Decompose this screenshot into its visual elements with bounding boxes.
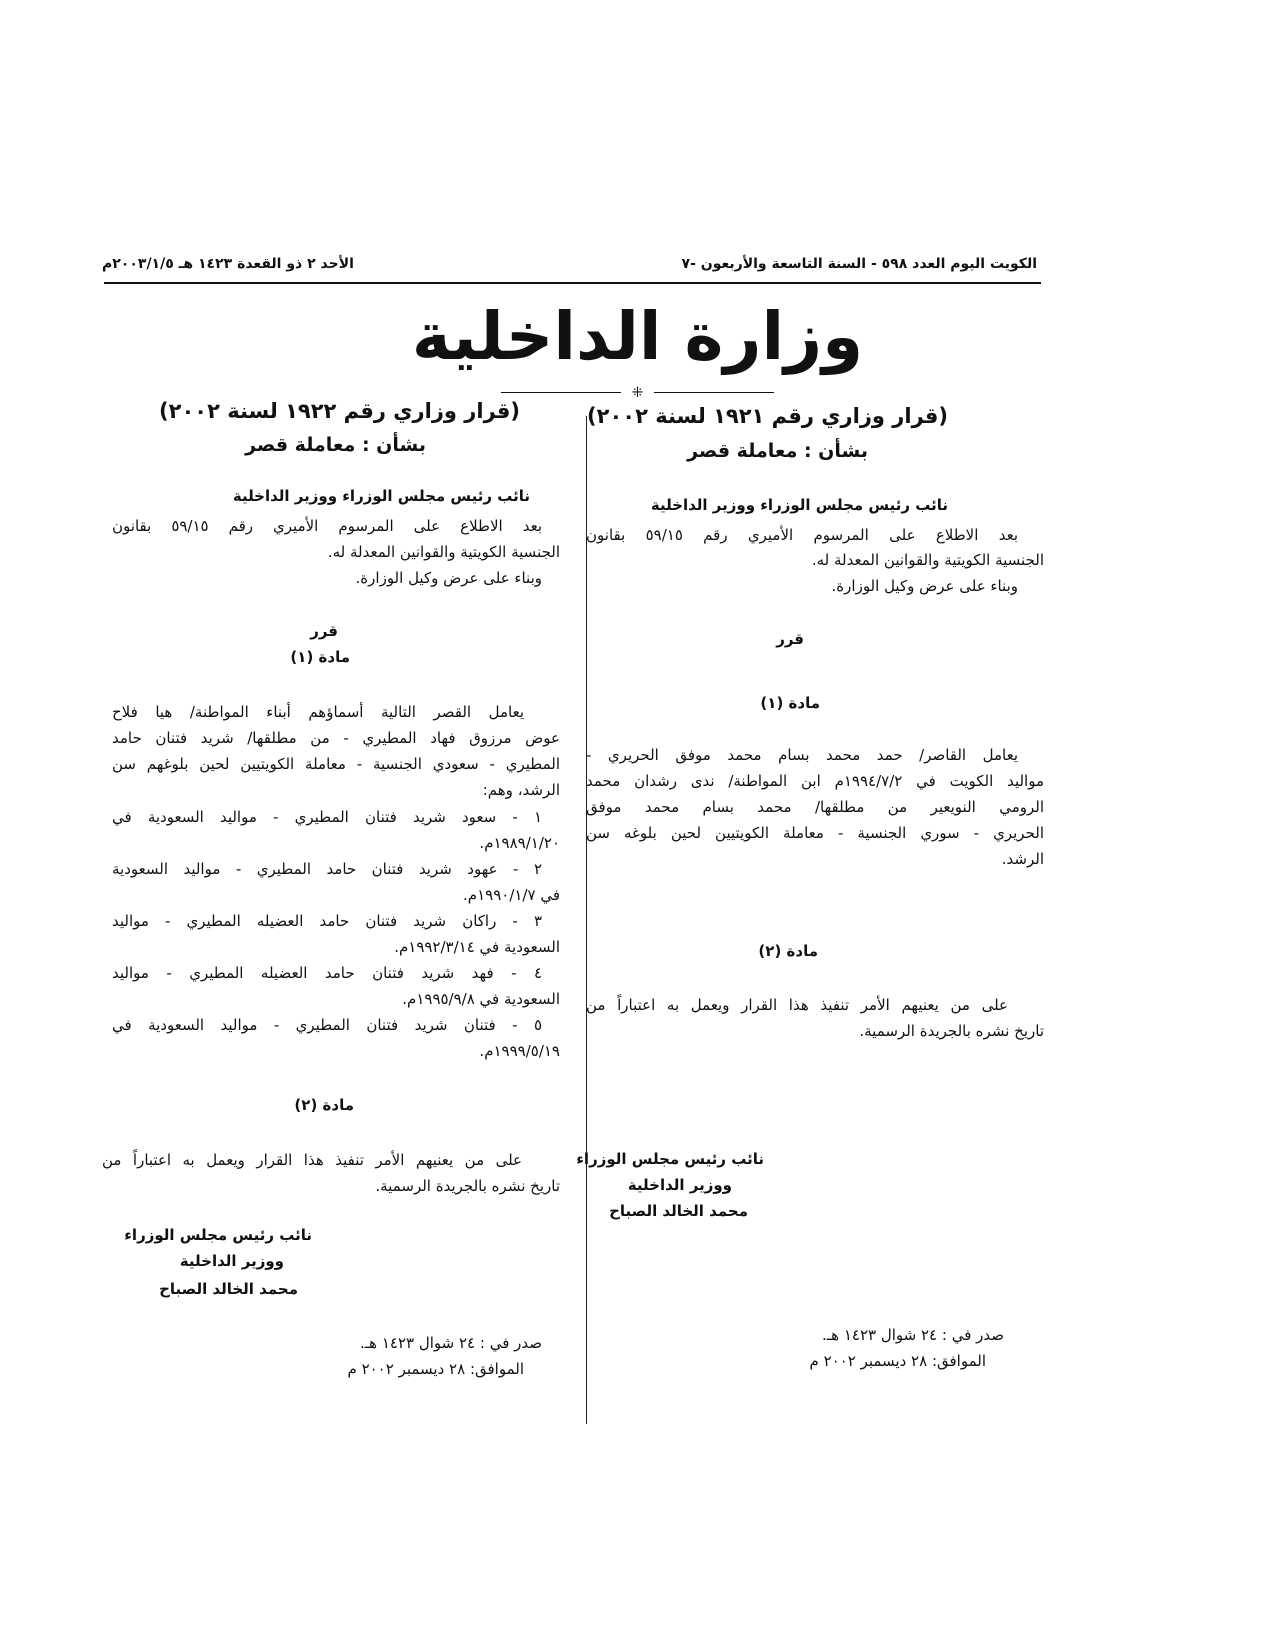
minor-entry: ٢ - عهود شريد فتنان حامد المطيري - مواليد السعودية [112,860,542,878]
minor-entry-date: ١٩٨٩/١/٢٠م. [479,834,560,852]
issue-date-gregorian: الموافق: ٢٨ ديسمبر ٢٠٠٢ م [347,1360,524,1378]
ornament-icon: ⁜ [631,384,644,401]
signatory-title: نائب رئيس مجلس الوزراء [576,1150,764,1168]
issue-date-hijri: صدر في : ٢٤ شوال ١٤٢٣ هـ. [359,1334,542,1352]
issuing-authority: نائب رئيس مجلس الوزراء ووزير الداخلية [650,496,948,514]
minor-entry-date: السعودية في ١٩٩٢/٣/١٤م. [394,938,560,956]
article-1-line: يعامل القاصر/ حمد محمد بسام محمد موفق الحريري - [586,746,1018,764]
preamble-line: الجنسية الكويتية والقوانين المعدلة له. [327,543,560,561]
ornament-line-left [501,392,621,393]
minor-entry: ٣ - راكان شريد فتنان حامد العضيله المطيري - مواليد [112,912,542,930]
issue-date-gregorian: الموافق: ٢٨ ديسمبر ٢٠٠٢ م [809,1352,986,1370]
preamble-line: الجنسية الكويتية والقوانين المعدلة له. [811,551,1044,569]
issue-date-hijri: صدر في : ٢٤ شوال ١٤٢٣ هـ. [821,1326,1004,1344]
article-1-line: يعامل القصر التالية أسماؤهم أبناء المواطنة/ هيا فلاح [112,703,524,721]
signatory-name: محمد الخالد الصباح [159,1280,298,1298]
article-2-line: تاريخ نشره بالجريدة الرسمية. [375,1177,560,1195]
signatory-office: ووزير الداخلية [179,1252,284,1270]
article-1-line: الرشد، وهم: [482,781,560,799]
issuing-authority: نائب رئيس مجلس الوزراء ووزير الداخلية [232,487,530,505]
decision-subject: بشأن : معاملة قصر [245,434,426,456]
minor-entry: ١ - سعود شريد فتنان المطيري - مواليد السعودية في [112,808,542,826]
article-1-line: المطيري - سعودي الجنسية - معاملة الكويتيين لحين بلوغهم سن [112,755,560,773]
signatory-title: نائب رئيس مجلس الوزراء [124,1226,312,1244]
article-1-line: الحريري - سوري الجنسية - معاملة الكويتيين لحين بلوغه سن [586,824,1044,842]
article-1-line: الرشد. [1001,850,1044,868]
decision-title: (قرار وزاري رقم ١٩٢١ لسنة ٢٠٠٢) [587,404,948,428]
article-2-line: تاريخ نشره بالجريدة الرسمية. [859,1022,1044,1040]
article-2-line: على من يعنيهم الأمر تنفيذ هذا القرار ويعمل به اعتباراً من [102,1151,522,1169]
column-divider [586,416,587,1424]
preamble-line: بعد الاطلاع على المرسوم الأميري رقم ٥٩/١٥ بقانون [586,526,1018,544]
signatory-name: محمد الخالد الصباح [609,1202,748,1220]
decided-heading: قرر [310,622,338,640]
article-2-line: على من يعنيهم الأمر تنفيذ هذا القرار ويعمل به اعتباراً من [586,996,1008,1014]
ministry-masthead: وزارة الداخلية [411,298,864,375]
article-1-heading: مادة (١) [290,648,350,666]
minor-entry-date: السعودية في ١٩٩٥/٩/٨م. [402,990,560,1008]
article-1-line: عوض مرزوق فهاد المطيري - من مطلقها/ شريد فتنان حامد [112,729,560,747]
preamble-line: وبناء على عرض وكيل الوزارة. [355,569,542,587]
article-2-heading: مادة (٢) [294,1096,354,1114]
minor-entry: ٥ - فتنان شريد فتنان المطيري - مواليد السعودية في [112,1016,542,1034]
minor-entry: ٤ - فهد شريد فتنان حامد العضيله المطيري - مواليد [112,964,542,982]
signatory-office: ووزير الداخلية [627,1176,732,1194]
ornament-line-right [654,392,774,393]
preamble-line: بعد الاطلاع على المرسوم الأميري رقم ٥٩/١٥ بقانون [112,517,542,535]
minor-entry-date: في ١٩٩٠/١/٧م. [463,886,560,904]
minor-entry-date: ١٩٩٩/٥/١٩م. [479,1042,560,1060]
article-1-line: الرومي النويعير من مطلقها/ محمد بسام محمد موفق [586,798,1044,816]
decision-title: (قرار وزاري رقم ١٩٢٢ لسنة ٢٠٠٢) [159,399,520,423]
article-1-heading: مادة (١) [760,694,820,712]
decision-subject: بشأن : معاملة قصر [687,440,868,462]
article-2-heading: مادة (٢) [758,942,818,960]
article-1-line: مواليد الكويت في ١٩٩٤/٧/٢م ابن المواطنة/ ندى رشدان محمد [586,772,1045,790]
running-header-issue: الكويت اليوم العدد ٥٩٨ - السنة التاسعة والأربعون -٧ [681,256,1037,272]
running-header-date: الأحد ٢ ذو القعدة ١٤٢٣ هـ ٢٠٠٣/١/٥م [102,256,354,272]
decided-heading: قرر [776,630,804,648]
header-rule [104,282,1041,284]
preamble-line: وبناء على عرض وكيل الوزارة. [831,577,1018,595]
